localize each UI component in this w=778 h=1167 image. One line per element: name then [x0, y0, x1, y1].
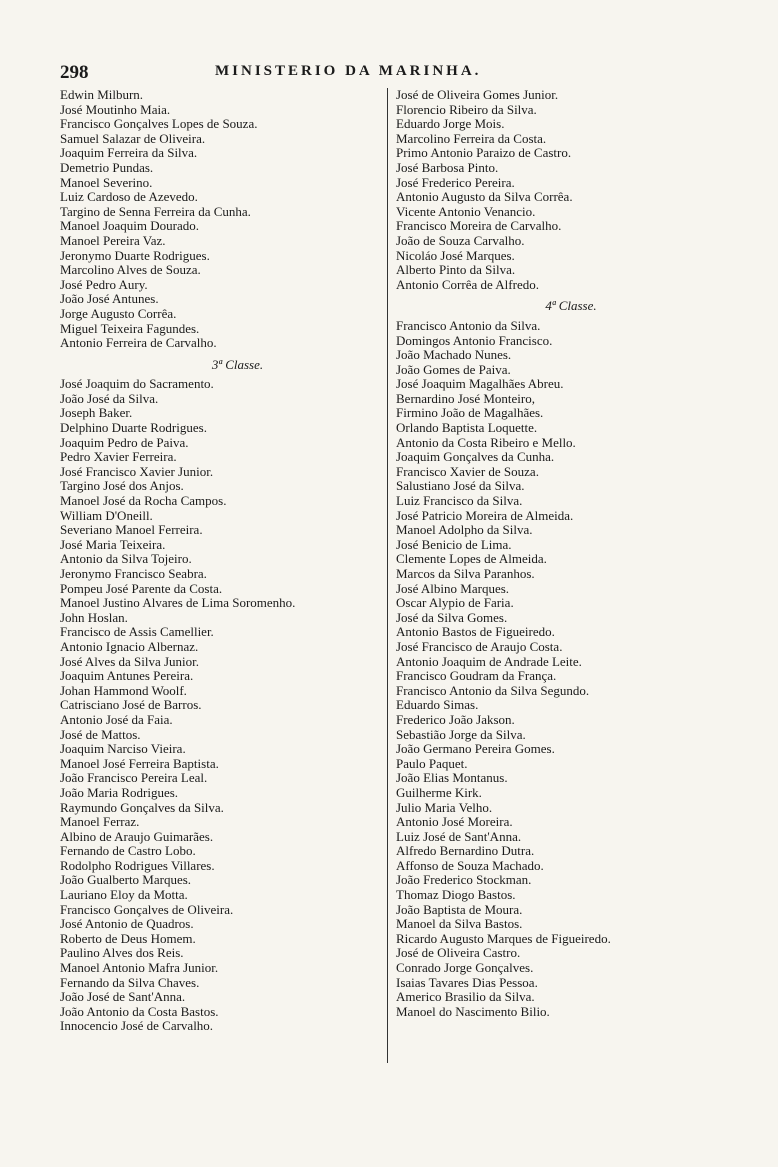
name-entry: Joaquim Narciso Vieira.: [60, 741, 186, 757]
name-entry: Severiano Manoel Ferreira.: [60, 522, 203, 538]
name-entry: Luiz José de Sant'Anna.: [396, 828, 522, 844]
name-entry: Joaquim Antunes Pereira.: [60, 668, 194, 684]
name-entry: Isaias Tavares Dias Pessoa.: [396, 974, 538, 990]
name-entry: Ricardo Augusto Marques de Figueiredo.: [396, 930, 611, 946]
name-entry: Antonio Corrêa de Alfredo.: [396, 276, 539, 292]
name-entry: Jorge Augusto Corrêa.: [60, 305, 177, 321]
name-entry: João Gualberto Marques.: [60, 872, 192, 888]
name-entry: João José da Silva.: [60, 390, 159, 406]
name-entry: João Frederico Stockman.: [396, 872, 532, 888]
name-entry: Eduardo Jorge Mois.: [396, 116, 505, 132]
name-entry: José Albino Marques.: [396, 580, 510, 596]
left-class-heading: 3ª Classe.: [211, 356, 264, 372]
running-head: MINISTERIO DA MARINHA.: [215, 63, 482, 79]
name-entry: João José Antunes.: [60, 291, 159, 307]
name-entry: Jeronymo Francisco Seabra.: [60, 566, 207, 581]
name-entry: José da Silva Gomes.: [396, 609, 508, 625]
name-entry: Alberto Pinto da Silva.: [396, 262, 516, 278]
name-entry: Fernando de Castro Lobo.: [60, 843, 196, 859]
name-entry: Thomaz Diogo Bastos.: [396, 887, 516, 903]
name-entry: Alfredo Bernardino Dutra.: [396, 843, 535, 859]
name-entry: João Germano Pereira Gomes.: [396, 741, 555, 757]
name-entry: João Baptista de Moura.: [396, 901, 523, 917]
name-entry: Eduardo Simas.: [396, 697, 479, 713]
name-entry: João Antonio da Costa Bastos.: [60, 1003, 219, 1019]
name-entry: Florencio Ribeiro da Silva.: [396, 101, 537, 117]
name-entry: Manoel da Silva Bastos.: [396, 916, 523, 932]
name-entry: Manoel Pereira Vaz.: [60, 232, 166, 248]
name-entry: Paulino Alves dos Reis.: [60, 945, 184, 961]
name-entry: Antonio José da Faia.: [60, 711, 173, 727]
name-entry: João Gomes de Paiva.: [396, 361, 511, 377]
name-entry: João Elias Montanus.: [396, 770, 508, 786]
name-entry: Joaquim Pedro de Paiva.: [60, 434, 189, 450]
name-entry: Lauriano Eloy da Motta.: [60, 887, 188, 903]
name-entry: Jeronymo Duarte Rodrigues.: [60, 247, 210, 263]
name-entry: Catrisciano José de Barros.: [60, 697, 202, 713]
name-entry: Manoel Joaquim Dourado.: [60, 218, 200, 234]
name-entry: José Pedro Aury.: [60, 276, 148, 292]
name-entry: José Francisco Xavier Junior.: [60, 463, 214, 479]
name-entry: Antonio Bastos de Figueiredo.: [396, 624, 555, 640]
name-entry: Francisco Antonio da Silva Segundo.: [396, 682, 590, 698]
right-name-list-1: [396, 88, 726, 292]
name-entry: Marcolino Alves de Souza.: [60, 262, 201, 278]
name-entry: Pedro Xavier Ferreira.: [60, 449, 177, 465]
name-entry: Roberto de Deus Homem.: [60, 930, 196, 946]
name-entry: Antonio Augusto da Silva Corrêa.: [396, 189, 573, 205]
name-entry: Guilherme Kirk.: [396, 784, 482, 800]
name-entry: Francisco Gonçalves de Oliveira.: [60, 901, 234, 917]
name-entry: Clemente Lopes de Almeida.: [396, 551, 547, 567]
name-entry: João José de Sant'Anna.: [60, 989, 186, 1005]
name-entry: John Hoslan.: [60, 609, 128, 625]
name-entry: Manoel José da Rocha Campos.: [60, 493, 227, 509]
name-entry: José Maria Teixeira.: [60, 536, 166, 552]
name-entry: Manoel Severino.: [60, 174, 153, 190]
name-entry: José Antonio de Quadros.: [60, 916, 194, 932]
name-entry: José Joaquim do Sacramento.: [60, 376, 214, 392]
name-entry: José Barbosa Pinto.: [396, 159, 499, 175]
name-entry: Fernando da Silva Chaves.: [60, 974, 200, 990]
right-name-list-2: [396, 319, 726, 1020]
name-entry: Francisco Antonio da Silva.: [396, 317, 541, 333]
name-entry: Antonio Ferreira de Carvalho.: [60, 335, 217, 351]
name-entry: William D'Oneill.: [60, 507, 153, 523]
name-entry: Targino de Senna Ferreira da Cunha.: [60, 203, 251, 219]
name-entry: Firmino João de Magalhães.: [396, 405, 544, 421]
name-entry: Francisco Moreira de Carvalho.: [396, 218, 562, 234]
name-entry: Johan Hammond Woolf.: [60, 682, 187, 698]
name-entry: Antonio José Moreira.: [396, 814, 513, 830]
name-entry: Antonio Ignacio Albernaz.: [60, 638, 199, 654]
name-entry: João Maria Rodrigues.: [60, 784, 179, 800]
name-entry: Affonso de Souza Machado.: [396, 857, 544, 873]
name-entry: Miguel Teixeira Fagundes.: [60, 320, 200, 336]
name-entry: José Francisco de Araujo Costa.: [396, 638, 563, 654]
name-entry: Manoel José Ferreira Baptista.: [60, 755, 219, 771]
name-entry: José de Mattos.: [60, 726, 141, 742]
left-name-list-1: [60, 88, 385, 351]
name-entry: Francisco Gonçalves Lopes de Souza.: [60, 116, 258, 132]
left-column: [60, 88, 385, 1034]
name-entry: Francisco Xavier de Souza.: [396, 463, 539, 479]
name-entry: José de Oliveira Castro.: [396, 945, 521, 961]
name-entry: Nicoláo José Marques.: [396, 247, 515, 263]
name-entry: Innocencio José de Carvalho.: [60, 1018, 214, 1034]
name-entry: Orlando Baptista Loquette.: [396, 420, 538, 436]
name-entry: Primo Antonio Paraizo de Castro.: [396, 145, 572, 161]
left-name-list-2: [60, 377, 385, 1034]
name-entry: Antonio da Silva Tojeiro.: [60, 551, 192, 567]
name-entry: Manoel Ferraz.: [60, 814, 140, 830]
name-entry: Delphino Duarte Rodrigues.: [60, 420, 207, 436]
name-entry: Julio Maria Velho.: [396, 799, 493, 815]
name-entry: Demetrio Pundas.: [60, 159, 154, 175]
name-entry: Salustiano José da Silva.: [396, 478, 525, 494]
name-entry: José Patricio Moreira de Almeida.: [396, 507, 574, 523]
name-entry: José Moutinho Maia.: [60, 101, 171, 117]
page-number: 298: [60, 62, 89, 83]
name-entry: Marcolino Ferreira da Costa.: [396, 130, 547, 146]
name-entry: Francisco Goudram da França.: [396, 668, 557, 684]
name-entry: João Machado Nunes.: [396, 347, 512, 363]
name-entry: Marcos da Silva Paranhos.: [396, 566, 535, 581]
name-entry: Manoel do Nascimento Bilio.: [396, 1003, 550, 1019]
name-entry: Joaquim Ferreira da Silva.: [60, 145, 198, 161]
name-entry: Bernardino José Monteiro,: [396, 390, 536, 406]
name-entry: Manoel Justino Alvares de Lima Soromenho.: [60, 595, 296, 611]
name-entry: Manoel Antonio Mafra Junior.: [60, 960, 219, 976]
name-entry: Pompeu José Parente da Costa.: [60, 580, 223, 596]
name-entry: Luiz Francisco da Silva.: [396, 493, 523, 509]
name-entry: José Alves da Silva Junior.: [60, 653, 200, 669]
name-entry: Albino de Araujo Guimarães.: [60, 828, 214, 844]
name-entry: José Frederico Pereira.: [396, 174, 515, 190]
name-entry: José de Oliveira Gomes Junior.: [396, 87, 559, 102]
name-entry: José Joaquim Magalhães Abreu.: [396, 376, 564, 392]
name-entry: Americo Brasilio da Silva.: [396, 989, 535, 1005]
name-entry: Vicente Antonio Venancio.: [396, 203, 536, 219]
name-entry: Raymundo Gonçalves da Silva.: [60, 799, 224, 815]
name-entry: Antonio Joaquim de Andrade Leite.: [396, 653, 582, 669]
name-entry: Sebastião Jorge da Silva.: [396, 726, 526, 742]
name-entry: José Benicio de Lima.: [396, 536, 512, 552]
name-entry: João de Souza Carvalho.: [396, 232, 525, 248]
name-entry: Domingos Antonio Francisco.: [396, 332, 553, 348]
name-entry: Frederico João Jakson.: [396, 711, 515, 727]
name-entry: João Francisco Pereira Leal.: [60, 770, 208, 786]
right-column: [387, 88, 726, 1063]
name-entry: Targino José dos Anjos.: [60, 478, 184, 494]
name-entry: Edwin Milburn.: [60, 87, 144, 102]
name-entry: Joseph Baker.: [60, 405, 133, 421]
name-entry: Rodolpho Rodrigues Villares.: [60, 857, 215, 873]
name-entry: Manoel Adolpho da Silva.: [396, 522, 533, 538]
name-entry: Oscar Alypio de Faria.: [396, 595, 514, 611]
name-entry: Joaquim Gonçalves da Cunha.: [396, 449, 555, 465]
name-entry: Luiz Cardoso de Azevedo.: [60, 189, 198, 205]
name-entry: Paulo Paquet.: [396, 755, 468, 771]
name-entry: Samuel Salazar de Oliveira.: [60, 130, 206, 146]
right-class-heading: 4ª Classe.: [545, 298, 597, 314]
name-entry: Antonio da Costa Ribeiro e Mello.: [396, 434, 576, 450]
name-entry: Francisco de Assis Camellier.: [60, 624, 214, 640]
name-entry: Conrado Jorge Gonçalves.: [396, 960, 534, 976]
